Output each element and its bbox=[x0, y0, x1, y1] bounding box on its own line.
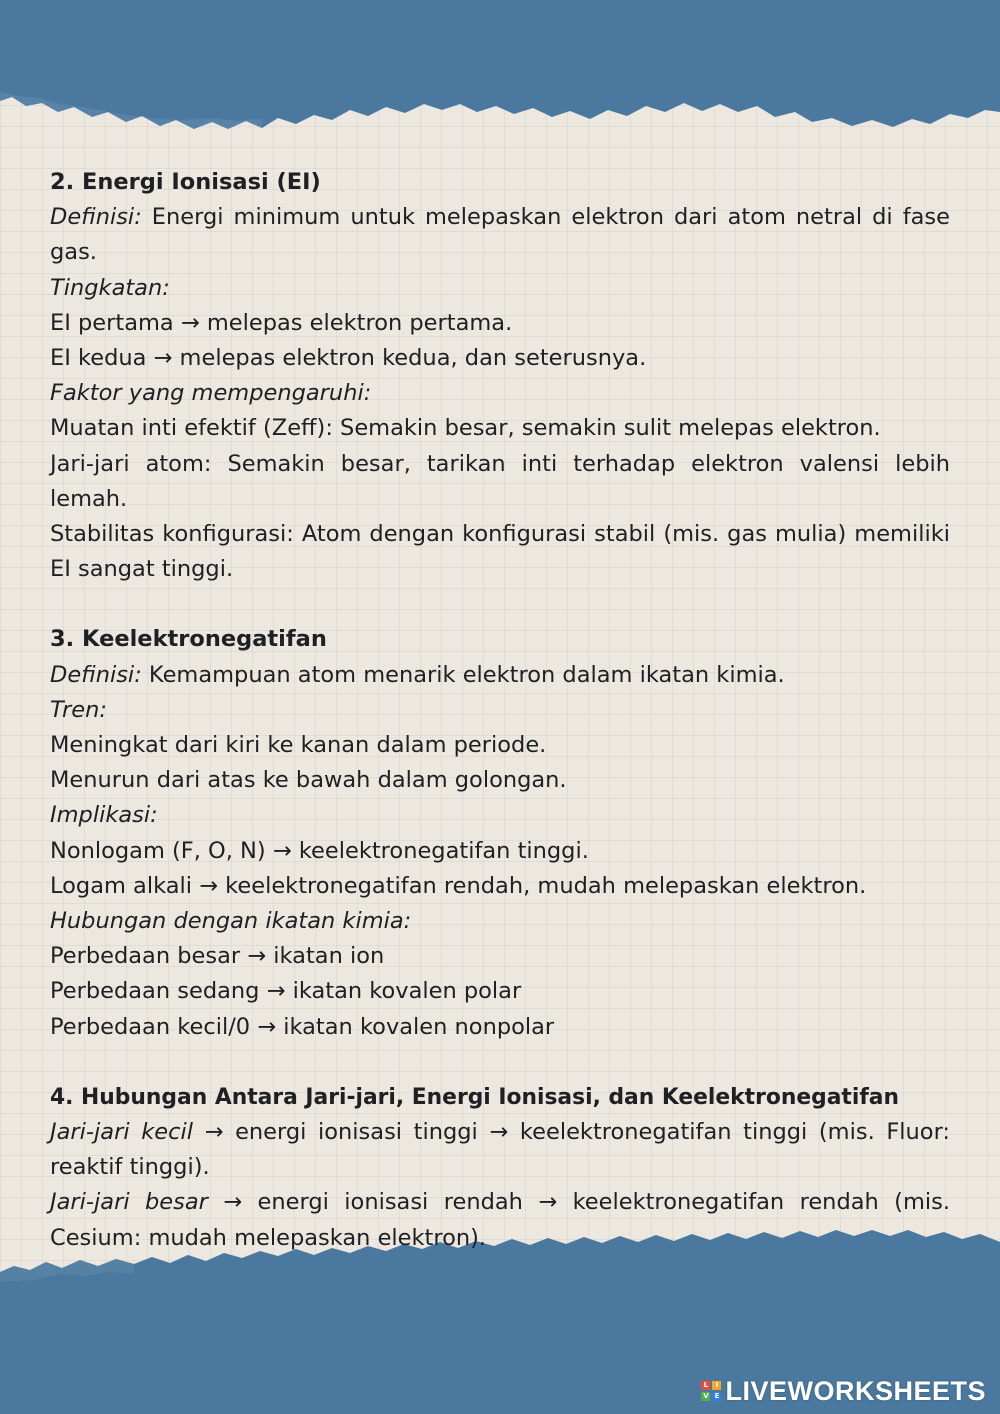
section-2-title: 2. Energi Ionisasi (EI) bbox=[50, 169, 321, 195]
tren-item: Menurun dari atas ke bawah dalam golongan. bbox=[50, 767, 567, 794]
faktor-item: Jari-jari atom: Semakin besar, tarikan inti terhadap elektron valensi lebih lemah. bbox=[50, 450, 950, 512]
tren-item: Meningkat dari kiri ke kanan dalam periode. bbox=[50, 732, 547, 759]
definition-label: Definisi: bbox=[50, 661, 142, 688]
section-3-definition bbox=[50, 658, 950, 693]
document-body bbox=[50, 165, 950, 1256]
logo-letter: V bbox=[703, 1392, 709, 1400]
item-text: → energi ionisasi rendah → keelektronegatifan rendah (mis. Cesium: mudah melepaskan elektron). bbox=[50, 1189, 950, 1251]
section-4-title: 4. Hubungan Antara Jari-jari, Energi Ionisasi, dan Keelektronegatifan bbox=[50, 1084, 900, 1110]
faktor-item: Stabilitas konfigurasi: Atom dengan konfigurasi stabil (mis. gas mulia) memiliki EI sangat tinggi. bbox=[50, 521, 950, 583]
section-4-item bbox=[50, 1185, 950, 1255]
definition-text: Energi minimum untuk melepaskan elektron dari atom netral di fase gas. bbox=[50, 204, 950, 266]
hubungan-item: Perbedaan sedang → ikatan kovalen polar bbox=[50, 978, 522, 1005]
liveworksheets-brand: LIVEWORKSHEETS bbox=[725, 1375, 986, 1406]
liveworksheets-watermark bbox=[701, 1376, 986, 1406]
item-text: → energi ionisasi tinggi → keelektronegatifan tinggi (mis. Fluor: reaktif tinggi). bbox=[50, 1119, 951, 1181]
hubungan-label: Hubungan dengan ikatan kimia: bbox=[50, 908, 412, 935]
logo-letter: L bbox=[701, 1381, 710, 1390]
item-label: Jari-jari besar bbox=[50, 1189, 208, 1216]
hubungan-item: Perbedaan kecil/0 → ikatan kovalen nonpolar bbox=[50, 1013, 555, 1040]
faktor-label: Faktor yang mempengaruhi: bbox=[50, 380, 372, 407]
definition-label: Definisi: bbox=[50, 204, 142, 231]
implikasi-label: Implikasi: bbox=[50, 802, 158, 829]
liveworksheets-logo-icon bbox=[701, 1381, 721, 1401]
hubungan-item: Perbedaan besar → ikatan ion bbox=[50, 943, 385, 970]
definition-text: Kemampuan atom menarik elektron dalam ikatan kimia. bbox=[141, 661, 785, 688]
implikasi-item: Nonlogam (F, O, N) → keelektronegatifan tinggi. bbox=[50, 837, 589, 864]
tingkatan-item: EI kedua → melepas elektron kedua, dan seterusnya. bbox=[50, 345, 647, 372]
section-4-item bbox=[50, 1115, 950, 1185]
section-2-definition bbox=[50, 200, 950, 270]
section-3-title: 3. Keelektronegatifan bbox=[50, 626, 327, 653]
item-label: Jari-jari kecil bbox=[50, 1119, 193, 1146]
tingkatan-label: Tingkatan: bbox=[50, 274, 170, 301]
logo-letter: E bbox=[712, 1392, 721, 1401]
tren-label: Tren: bbox=[50, 696, 107, 723]
logo-letter: I bbox=[712, 1381, 721, 1390]
tingkatan-item: EI pertama → melepas elektron pertama. bbox=[50, 309, 513, 336]
torn-paper-top bbox=[0, 0, 1000, 150]
implikasi-item: Logam alkali → keelektronegatifan rendah, mudah melepaskan elektron. bbox=[50, 872, 867, 899]
faktor-item: Muatan inti efektif (Zeff): Semakin besar, semakin sulit melepas elektron. bbox=[50, 415, 881, 442]
